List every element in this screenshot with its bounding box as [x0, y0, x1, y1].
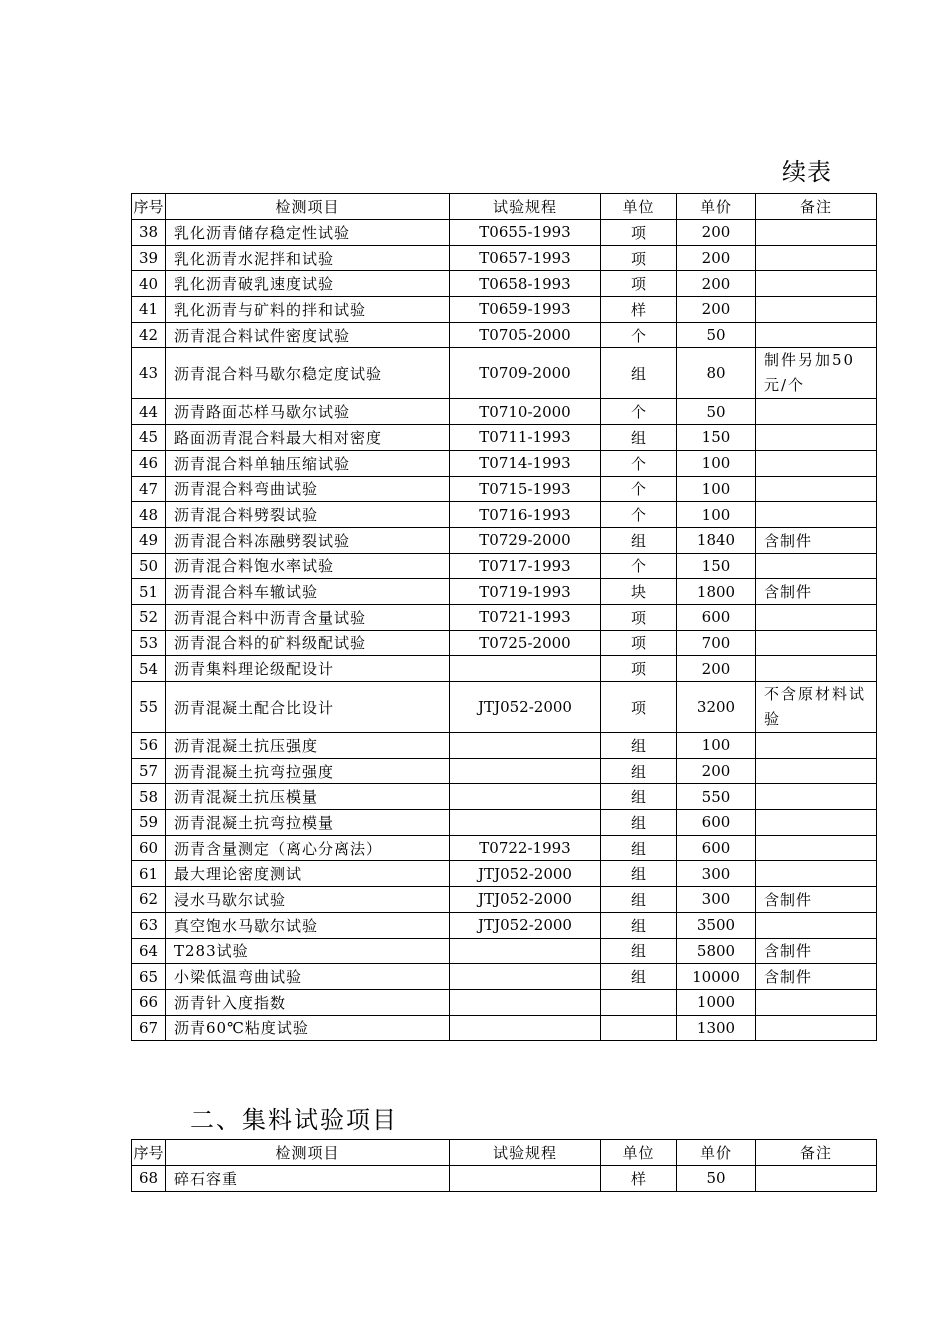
row-index: 66 [132, 989, 166, 1015]
row-unit: 项 [601, 630, 677, 656]
row-price: 200 [677, 758, 756, 784]
row-unit: 组 [601, 758, 677, 784]
row-index: 41 [132, 297, 166, 323]
row-standard: T0717-1993 [450, 553, 601, 579]
continued-label: 续表 [782, 158, 832, 186]
row-note: 含制件 [756, 579, 877, 605]
row-price: 100 [677, 476, 756, 502]
row-index: 49 [132, 527, 166, 553]
row-price: 10000 [677, 964, 756, 990]
row-standard [450, 810, 601, 836]
row-price: 600 [677, 810, 756, 836]
row-standard [450, 656, 601, 682]
row-price: 100 [677, 733, 756, 759]
table-row [132, 938, 877, 964]
header-price: 单价 [677, 194, 756, 220]
row-price: 600 [677, 835, 756, 861]
header-standard: 试验规程 [450, 194, 601, 220]
table-row [132, 245, 877, 271]
aggregate-test-table-body [132, 1166, 877, 1192]
row-note [756, 220, 877, 246]
row-item: 乳化沥青储存稳定性试验 [166, 220, 450, 246]
row-note: 含制件 [756, 887, 877, 913]
row-price: 300 [677, 861, 756, 887]
table-header-row [132, 194, 877, 220]
row-price: 600 [677, 604, 756, 630]
row-standard [450, 758, 601, 784]
row-unit: 样 [601, 297, 677, 323]
row-note: 含制件 [756, 527, 877, 553]
row-item: 沥青混合料马歇尔稳定度试验 [166, 348, 450, 399]
row-note [756, 245, 877, 271]
row-standard [450, 989, 601, 1015]
row-note [756, 450, 877, 476]
row-standard: JTJ052-2000 [450, 861, 601, 887]
row-unit: 组 [601, 733, 677, 759]
row-note [756, 656, 877, 682]
row-standard: JTJ052-2000 [450, 912, 601, 938]
row-price: 5800 [677, 938, 756, 964]
row-item: 沥青混凝土配合比设计 [166, 682, 450, 733]
row-item: 浸水马歇尔试验 [166, 887, 450, 913]
row-note [756, 399, 877, 425]
row-note: 含制件 [756, 964, 877, 990]
row-unit: 个 [601, 553, 677, 579]
row-standard: T0655-1993 [450, 220, 601, 246]
row-price: 200 [677, 297, 756, 323]
row-note [756, 784, 877, 810]
row-note [756, 810, 877, 836]
row-item: 沥青混凝土抗弯拉强度 [166, 758, 450, 784]
table-row [132, 989, 877, 1015]
table-row [132, 630, 877, 656]
row-item: 沥青混合料试件密度试验 [166, 322, 450, 348]
row-item: 乳化沥青与矿料的拌和试验 [166, 297, 450, 323]
row-item: T283试验 [166, 938, 450, 964]
row-note [756, 1015, 877, 1041]
row-note [756, 604, 877, 630]
row-standard: T0722-1993 [450, 835, 601, 861]
row-price: 150 [677, 553, 756, 579]
row-unit: 项 [601, 271, 677, 297]
row-note [756, 835, 877, 861]
row-index: 68 [132, 1166, 166, 1192]
row-unit: 项 [601, 245, 677, 271]
header-item: 检测项目 [166, 1140, 450, 1166]
table-row [132, 912, 877, 938]
table-row [132, 861, 877, 887]
row-unit: 个 [601, 322, 677, 348]
row-index: 58 [132, 784, 166, 810]
row-index: 56 [132, 733, 166, 759]
row-item: 沥青60℃粘度试验 [166, 1015, 450, 1041]
row-price: 200 [677, 271, 756, 297]
row-item: 最大理论密度测试 [166, 861, 450, 887]
header-price: 单价 [677, 1140, 756, 1166]
row-price: 1000 [677, 989, 756, 1015]
row-price: 3500 [677, 912, 756, 938]
row-unit: 项 [601, 604, 677, 630]
row-index: 45 [132, 425, 166, 451]
row-index: 55 [132, 682, 166, 733]
row-unit: 个 [601, 450, 677, 476]
row-price: 200 [677, 245, 756, 271]
row-standard: T0715-1993 [450, 476, 601, 502]
row-item: 沥青集料理论级配设计 [166, 656, 450, 682]
row-item: 沥青路面芯样马歇尔试验 [166, 399, 450, 425]
row-price: 3200 [677, 682, 756, 733]
table-row [132, 887, 877, 913]
section-heading-aggregate: 二、集料试验项目 [190, 1106, 398, 1134]
row-standard [450, 938, 601, 964]
row-index: 63 [132, 912, 166, 938]
row-item: 小梁低温弯曲试验 [166, 964, 450, 990]
table-row [132, 322, 877, 348]
row-index: 51 [132, 579, 166, 605]
header-note: 备注 [756, 194, 877, 220]
table-row [132, 348, 877, 399]
table-row [132, 476, 877, 502]
row-note [756, 476, 877, 502]
header-index: 序号 [132, 1140, 166, 1166]
row-unit: 组 [601, 861, 677, 887]
row-index: 38 [132, 220, 166, 246]
row-standard: T0721-1993 [450, 604, 601, 630]
asphalt-test-table-body [132, 220, 877, 1041]
table-row [132, 1166, 877, 1192]
row-note [756, 989, 877, 1015]
row-unit: 组 [601, 348, 677, 399]
row-item: 沥青混合料单轴压缩试验 [166, 450, 450, 476]
row-price: 100 [677, 450, 756, 476]
row-item: 沥青混合料劈裂试验 [166, 502, 450, 528]
header-unit: 单位 [601, 1140, 677, 1166]
table-row [132, 604, 877, 630]
row-unit: 块 [601, 579, 677, 605]
row-standard: T0709-2000 [450, 348, 601, 399]
row-unit: 组 [601, 964, 677, 990]
row-item: 沥青含量测定（离心分离法） [166, 835, 450, 861]
row-unit: 项 [601, 220, 677, 246]
row-item: 真空饱水马歇尔试验 [166, 912, 450, 938]
row-standard: T0714-1993 [450, 450, 601, 476]
row-unit: 个 [601, 476, 677, 502]
row-note [756, 733, 877, 759]
row-price: 700 [677, 630, 756, 656]
row-unit: 项 [601, 656, 677, 682]
row-item: 沥青混凝土抗弯拉模量 [166, 810, 450, 836]
table-row [132, 784, 877, 810]
row-note [756, 758, 877, 784]
row-note [756, 630, 877, 656]
table-row [132, 553, 877, 579]
row-standard: T0716-1993 [450, 502, 601, 528]
row-standard: T0657-1993 [450, 245, 601, 271]
row-standard [450, 964, 601, 990]
row-price: 550 [677, 784, 756, 810]
row-note [756, 861, 877, 887]
row-standard: T0725-2000 [450, 630, 601, 656]
row-note: 含制件 [756, 938, 877, 964]
row-price: 200 [677, 220, 756, 246]
row-index: 47 [132, 476, 166, 502]
row-note [756, 297, 877, 323]
row-index: 44 [132, 399, 166, 425]
row-unit: 组 [601, 887, 677, 913]
row-note [756, 425, 877, 451]
row-note: 不含原材料试验 [756, 682, 877, 733]
header-note: 备注 [756, 1140, 877, 1166]
row-index: 57 [132, 758, 166, 784]
row-note [756, 271, 877, 297]
table-row [132, 271, 877, 297]
row-unit [601, 989, 677, 1015]
row-item: 沥青混合料冻融劈裂试验 [166, 527, 450, 553]
row-price: 100 [677, 502, 756, 528]
row-note: 制件另加50元/个 [756, 348, 877, 399]
table-row [132, 450, 877, 476]
table-row [132, 502, 877, 528]
header-item: 检测项目 [166, 194, 450, 220]
row-index: 67 [132, 1015, 166, 1041]
row-standard: T0729-2000 [450, 527, 601, 553]
table-row [132, 835, 877, 861]
row-unit: 个 [601, 399, 677, 425]
row-standard: JTJ052-2000 [450, 682, 601, 733]
row-price: 300 [677, 887, 756, 913]
table-row [132, 220, 877, 246]
row-unit: 组 [601, 784, 677, 810]
row-item: 沥青混合料饱水率试验 [166, 553, 450, 579]
row-price: 80 [677, 348, 756, 399]
header-standard: 试验规程 [450, 1140, 601, 1166]
row-standard: T0711-1993 [450, 425, 601, 451]
table-row [132, 425, 877, 451]
row-item: 沥青混凝土抗压强度 [166, 733, 450, 759]
table-row [132, 758, 877, 784]
row-item: 乳化沥青水泥拌和试验 [166, 245, 450, 271]
row-note [756, 322, 877, 348]
row-standard [450, 733, 601, 759]
row-price: 200 [677, 656, 756, 682]
table-row [132, 656, 877, 682]
row-standard [450, 784, 601, 810]
header-unit: 单位 [601, 194, 677, 220]
row-note [756, 502, 877, 528]
row-item: 沥青混合料车辙试验 [166, 579, 450, 605]
asphalt-test-table [131, 193, 877, 1041]
row-index: 42 [132, 322, 166, 348]
row-price: 50 [677, 322, 756, 348]
row-standard [450, 1015, 601, 1041]
row-unit: 组 [601, 527, 677, 553]
row-standard: T0705-2000 [450, 322, 601, 348]
row-unit: 项 [601, 682, 677, 733]
table-row [132, 1015, 877, 1041]
row-unit: 组 [601, 912, 677, 938]
row-standard [450, 1166, 601, 1192]
row-index: 62 [132, 887, 166, 913]
row-standard: T0659-1993 [450, 297, 601, 323]
row-index: 65 [132, 964, 166, 990]
table-row [132, 733, 877, 759]
row-price: 50 [677, 399, 756, 425]
row-price: 150 [677, 425, 756, 451]
row-standard: T0710-2000 [450, 399, 601, 425]
row-unit: 个 [601, 502, 677, 528]
row-item: 沥青混合料中沥青含量试验 [166, 604, 450, 630]
table-header-row [132, 1140, 877, 1166]
row-item: 碎石容重 [166, 1166, 450, 1192]
row-price: 1840 [677, 527, 756, 553]
row-index: 52 [132, 604, 166, 630]
row-index: 54 [132, 656, 166, 682]
row-note [756, 553, 877, 579]
row-note [756, 1166, 877, 1192]
row-index: 39 [132, 245, 166, 271]
table-row [132, 579, 877, 605]
row-item: 沥青混合料弯曲试验 [166, 476, 450, 502]
row-item: 沥青混凝土抗压模量 [166, 784, 450, 810]
row-item: 沥青针入度指数 [166, 989, 450, 1015]
header-index: 序号 [132, 194, 166, 220]
row-price: 1800 [677, 579, 756, 605]
table-row [132, 964, 877, 990]
table-row [132, 399, 877, 425]
row-unit: 组 [601, 835, 677, 861]
table-row [132, 682, 877, 733]
row-index: 61 [132, 861, 166, 887]
row-unit: 组 [601, 938, 677, 964]
aggregate-test-table [131, 1139, 877, 1192]
row-index: 43 [132, 348, 166, 399]
row-index: 40 [132, 271, 166, 297]
row-standard: JTJ052-2000 [450, 887, 601, 913]
row-standard: T0658-1993 [450, 271, 601, 297]
table-row [132, 810, 877, 836]
row-item: 乳化沥青破乳速度试验 [166, 271, 450, 297]
row-index: 46 [132, 450, 166, 476]
row-index: 60 [132, 835, 166, 861]
table-row [132, 297, 877, 323]
row-item: 路面沥青混合料最大相对密度 [166, 425, 450, 451]
row-item: 沥青混合料的矿料级配试验 [166, 630, 450, 656]
row-unit: 组 [601, 425, 677, 451]
row-unit [601, 1015, 677, 1041]
table-row [132, 527, 877, 553]
row-index: 50 [132, 553, 166, 579]
row-note [756, 912, 877, 938]
row-index: 59 [132, 810, 166, 836]
row-unit: 样 [601, 1166, 677, 1192]
row-standard: T0719-1993 [450, 579, 601, 605]
row-index: 64 [132, 938, 166, 964]
row-index: 53 [132, 630, 166, 656]
row-unit: 组 [601, 810, 677, 836]
row-price: 1300 [677, 1015, 756, 1041]
row-index: 48 [132, 502, 166, 528]
row-price: 50 [677, 1166, 756, 1192]
